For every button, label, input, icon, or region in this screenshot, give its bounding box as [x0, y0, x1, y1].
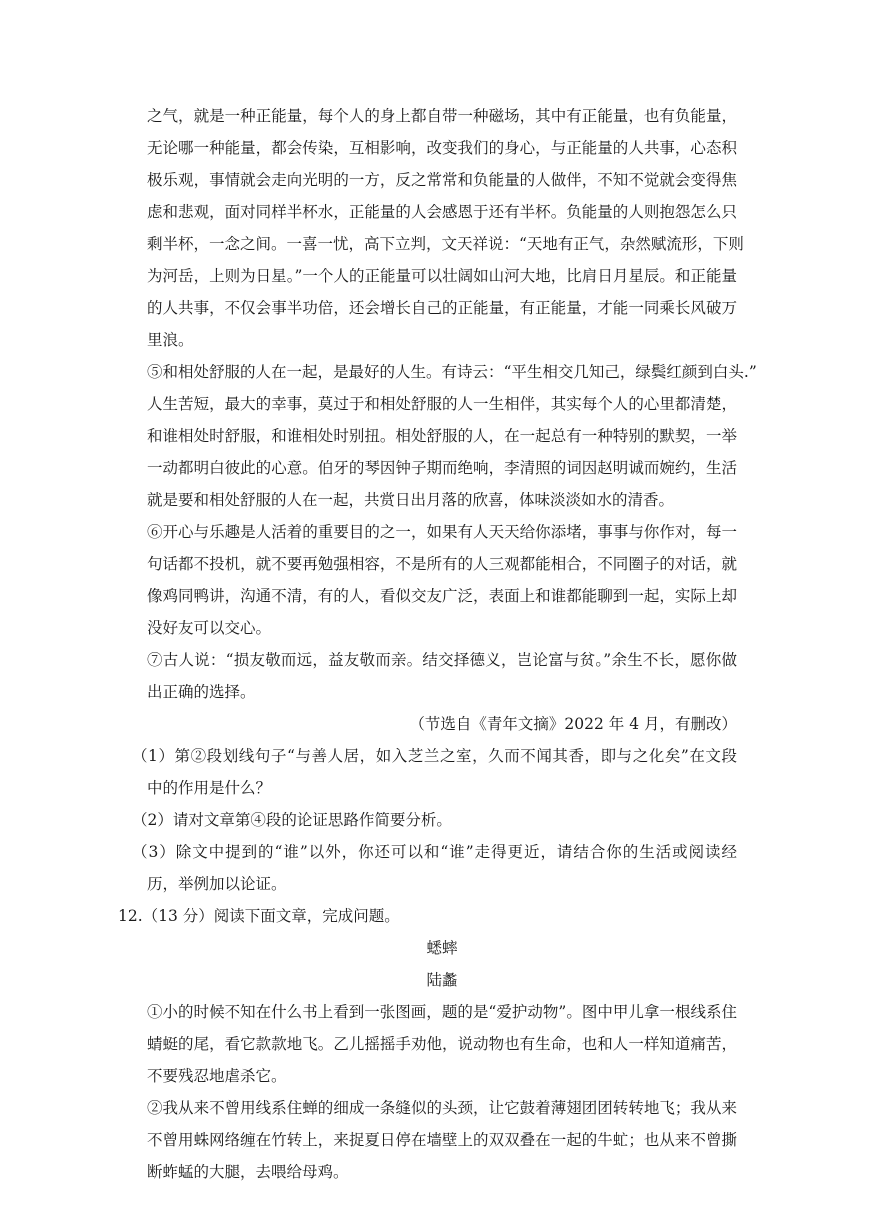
- text-line: 蜻蜓的尾，看它款款地飞。乙儿摇摇手劝他，说动物也有生命，也和人一样知道痛苦，: [147, 1035, 737, 1053]
- text-line: 像鸡同鸭讲，沟通不清，有的人，看似交友广泛，表面上和谁都能聊到一起，实际上却: [147, 587, 737, 605]
- question-line: （2）请对文章第④段的论证思路作简要分析。: [132, 811, 452, 829]
- text-line: 不曾用蛛网络缠在竹转上，来捉夏日停在墙壁上的双双叠在一起的牛虻；也从来不曾撕: [147, 1131, 737, 1149]
- text-line: 就是要和相处舒服的人在一起，共赏日出月落的欣喜，体味淡淡如水的清香。: [147, 491, 675, 509]
- text-line: 为河岳，上则为日星。”一个人的正能量可以壮阔如山河大地，比肩日月星辰。和正能量: [147, 267, 737, 285]
- question-line: （1）第②段划线句子“与善人居，如入芝兰之室，久而不闻其香，即与之化矣”在文段: [132, 747, 737, 765]
- essay-title: 蟋蟀: [426, 939, 458, 957]
- text-line: 出正确的选择。: [147, 683, 256, 701]
- essay-author: 陆蠡: [426, 971, 458, 989]
- question-line: （3）除文中提到的“谁”以外，你还可以和“谁”走得更近，请结合你的生活或阅读经: [132, 843, 737, 861]
- text-line: 没好友可以交心。: [147, 619, 272, 637]
- text-line: 剩半杯，一念之间。一喜一忧，高下立判，文天祥说：“天地有正气，杂然赋流形，下则: [147, 235, 744, 253]
- text-line: 虑和悲观，面对同样半杯水，正能量的人会感恩于还有半杯。负能量的人则抱怨怎么只: [147, 203, 737, 221]
- source-citation: （节选自《青年文摘》2022 年 4 月，有删改）: [409, 715, 737, 733]
- text-line: 断蚱蜢的大腿，去喂给母鸡。: [147, 1163, 349, 1181]
- text-line: ②我从来不曾用线系住蝉的细成一条缝似的头颈，让它鼓着薄翅团团转转地飞；我从来: [147, 1099, 737, 1117]
- text-line: 极乐观，事情就会走向光明的一方，反之常常和负能量的人做伴，不知不觉就会变得焦: [147, 171, 737, 189]
- text-line: 里浪。: [147, 331, 194, 349]
- text-line: 无论哪一种能量，都会传染，互相影响，改变我们的身心，与正能量的人共事，心态积: [147, 139, 737, 157]
- question-line: 历，举例加以论证。: [147, 875, 287, 893]
- text-line: 和谁相处时舒服，和谁相处时别扭。相处舒服的人，在一起总有一种特别的默契，一举: [147, 427, 737, 445]
- text-line: 句话都不投机，就不要再勉强相容，不是所有的人三观都能相合，不同圈子的对话，就: [147, 555, 737, 573]
- text-line: ⑥开心与乐趣是人活着的重要目的之一，如果有人天天给你添堵，事事与你作对，每一: [147, 523, 737, 541]
- question-line: 中的作用是什么？: [147, 779, 272, 797]
- text-line: ⑦古人说：“损友敬而远，益友敬而亲。结交择德义，岂论富与贫。”余生不长，愿你做: [147, 651, 737, 669]
- text-line: ①小的时候不知在什么书上看到一张图画，题的是“爱护动物”。图中甲儿拿一根线系住: [147, 1003, 737, 1021]
- text-line: 一动都明白彼此的心意。伯牙的琴因钟子期而绝响，李清照的词因赵明诚而婉约，生活: [147, 459, 737, 477]
- question-heading: 12.（13 分）阅读下面文章，完成问题。: [118, 907, 400, 925]
- text-line: ⑤和相处舒服的人在一起，是最好的人生。有诗云：“平生相交几知己，绿鬓红颜到白头.”: [147, 363, 757, 381]
- text-line: 不要残忍地虐杀它。: [147, 1067, 287, 1085]
- text-line: 之气，就是一种正能量，每个人的身上都自带一种磁场，其中有正能量，也有负能量，: [147, 107, 737, 125]
- text-line: 人生苦短，最大的幸事，莫过于和相处舒服的人一生相伴，其实每个人的心里都清楚，: [147, 395, 737, 413]
- text-line: 的人共事，不仅会事半功倍，还会增长自己的正能量，有正能量，才能一同乘长风破万: [147, 299, 737, 317]
